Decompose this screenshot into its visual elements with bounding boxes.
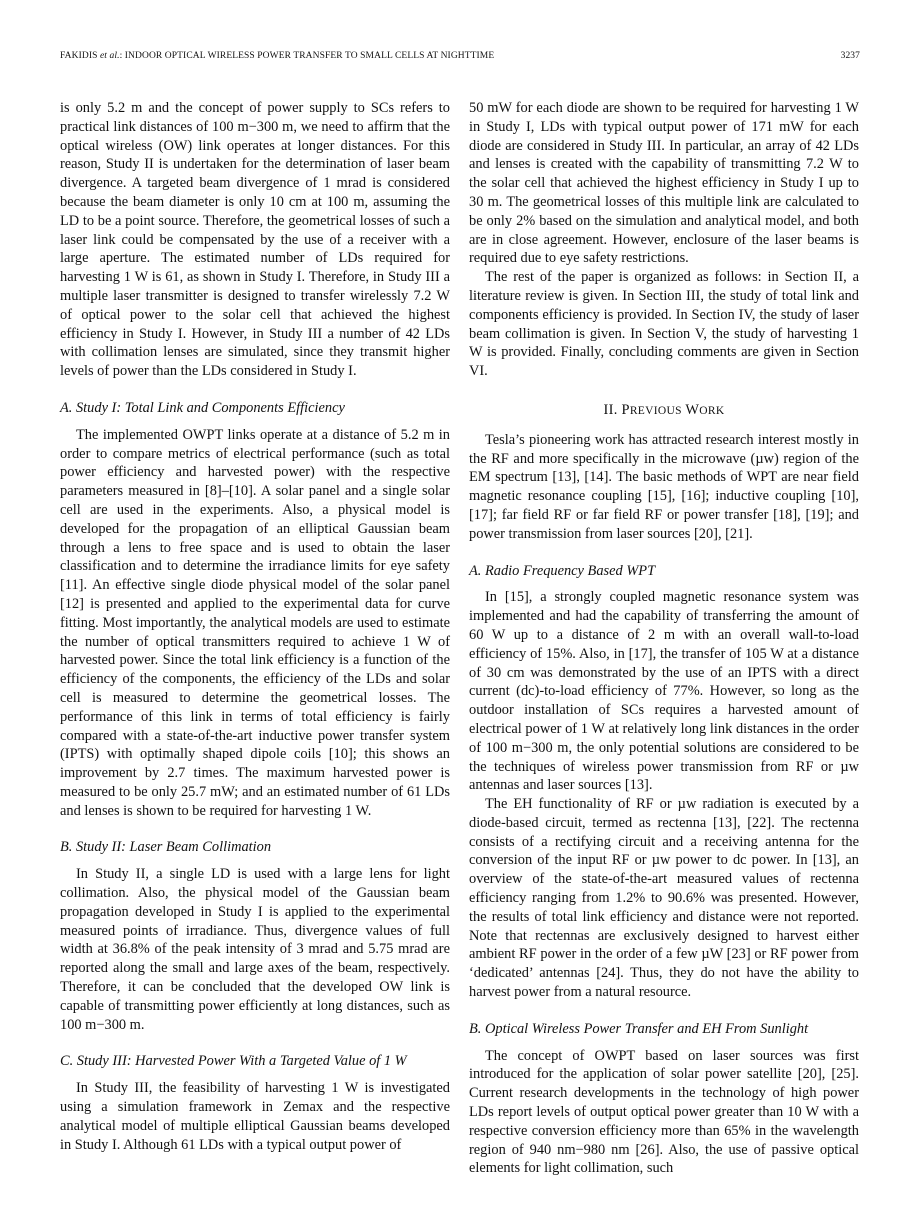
paper-organization-paragraph: The rest of the paper is organized as follows: in Section II, a literature review is given. In Section III, the study of total link and components efficiency is provided. In Section IV, the study of laser beam collimation is given. In Section V, the study of harvesting 1 W is provided. Finally, concluding comments are given in Section VI. bbox=[469, 269, 859, 380]
section-b-heading: B. Study II: Laser Beam Collimation bbox=[60, 839, 272, 856]
section-c-heading: C. Study III: Harvested Power With a Targeted Value of 1 W bbox=[60, 1053, 407, 1070]
subsection-a-paragraph-2: The EH functionality of RF or µw radiation is executed by a diode-based circuit, termed as rectenna [13], [22]. The rectenna consists of a rectifying circuit and a receiving antenna for the conversion of the input RF or µw power to dc power. In [13], an overview of the state-of-the-art measured values of rectenna efficiency ranging from 1.2% to 90.6% was presented. However, the results of total link efficiency and distance were not reported. Note that rectennas are exclusively designed to harvest either ambient RF power in the order of a few µW [23] or RF power from ‘dedicated’ antennas [24]. Thus, they do not have the ability to harvest power from a natural resource. bbox=[469, 796, 859, 1001]
section-b-paragraph: In Study II, a single LD is used with a large lens for light collimation. Also, the physical model of the Gaussian beam propagation developed in Study I is applied to the experimental measured points of irradiance. Thus, divergence values of full width at 36.8% of the peak intensity of 3 mrad and 5.75 mrad are reported along the small and large axes of the beam, respectively. Therefore, it can be concluded that the developed OW link is capable of transmitting power efficiently at long distances, such as 100 m−300 m. bbox=[60, 866, 450, 1033]
page-number: 3237 bbox=[840, 51, 860, 61]
subsection-b-heading: B. Optical Wireless Power Transfer and EH From Sunlight bbox=[469, 1020, 809, 1037]
section-c-paragraph: In Study III, the feasibility of harvesting 1 W is investigated using a simulation framework in Zemax and the respective analytical model of multiple elliptical Gaussian beams developed in Study I. Although 61 LDs with a typical output power of bbox=[60, 1080, 450, 1153]
section-ii-paragraph: Tesla’s pioneering work has attracted research interest mostly in the RF and more specifically in the microwave (µw) region of the EM spectrum [13], [14]. The basic methods of WPT are near field magnetic resonance coupling [15], [16]; inductive coupling [10], [17]; far field RF or far field RF or power transfer [18], [19]; and power transmission from laser sources [20], [21]. bbox=[469, 431, 859, 542]
right-column bbox=[469, 99, 859, 1178]
section-a-paragraph: The implemented OWPT links operate at a distance of 5.2 m in order to compare metrics of electrical performance (such as total power efficiency and harvested power) with the respective parameters measured in [8]–[10]. A solar panel and a single solar cell are used in the experiments. Also, a physical model is developed for the propagation of an elliptical Gaussian beam through a lens to free space and is used to obtain the laser classification and to determine the irradiance limits for eye safety [11]. An effective single diode physical model of the solar panel [12] is presented and applied to the experimental data for curve fitting. Most importantly, the analytical models are used to estimate the number of optical transmitters required to achieve 1 W of harvested power. Since the total link efficiency is a function of the efficiency of the components, the efficiency of the LDs and solar cell is measured to determine the geometrical losses. The performance of this link in terms of total efficiency is fairly compared with a state-of-the-art inductive power transfer system (IPTS) with optimally shaped dipole coils [10]; this shows an improvement by 2.7 times. The maximum harvested power is measured to be only 25.7 mW; and an estimated number of 61 LDs and lenses is shown to be required for harvesting 1 W. bbox=[60, 426, 450, 819]
intro-continuation-paragraph: is only 5.2 m and the concept of power supply to SCs refers to practical link distances of 100 m−300 m, we need to affirm that the optical wireless (OW) link operates at longer distances. For this reason, Study II is undertaken for the determination of laser beam divergence. A targeted beam divergence of 1 mrad is considered because the beam diameter is only 10 cm at 100 m, assuming the LD to be a point source. Therefore, the geometrical losses of such a laser link could be compensated by the use of a receiver with a large aperture. The estimated number of LDs required for harvesting 1 W is 61, as shown in Study I. Therefore, in Study III a multiple laser transmitter is designed to transfer wirelessly 7.2 W of optical power to the solar cell that achieved the highest efficiency in Study I. However, in Study III a number of 42 LDs with collimation lenses are simulated, since they transmit higher levels of power than the LDs considered in Study I. bbox=[60, 100, 450, 380]
running-head-title: FAKIDIS et al.: INDOOR OPTICAL WIRELESS POWER TRANSFER TO SMALL CELLS AT NIGHTTIME bbox=[60, 51, 495, 61]
section-ii-heading: II. PREVIOUS WORK bbox=[603, 401, 725, 418]
section-a-heading: A. Study I: Total Link and Components Efficiency bbox=[60, 399, 345, 416]
left-column bbox=[60, 99, 450, 1154]
subsection-b-paragraph: The concept of OWPT based on laser sources was first introduced for the application of solar power satellite [20], [25]. Current research developments in the technology of high power LDs report levels of output optical power greater than 10 W with a respective conversion efficiency more than 65% in the wavelength region of 940 nm−980 nm [26]. Also, the use of passive optical elements for light collimation, such bbox=[469, 1047, 859, 1177]
subsection-a-paragraph-1: In [15], a strongly coupled magnetic resonance system was implemented and had the capability of transferring the amount of 60 W up to a distance of 2 m with an overall wall-to-load efficiency of 15%. Also, in [17], the transfer of 105 W at a distance of 30 cm was demonstrated by the use of an IPTS with a direct current (dc)-to-load efficiency of 77%. However, so long as the outdoor installation of SCs requires a harvested amount of electrical power of 1 W at relatively long link distances in the order of 100 m−300 m, the only potential solutions are considered to be the techniques of wireless power transmission from RF or µw antennas and laser sources [13]. bbox=[469, 589, 859, 794]
study-iii-continuation-paragraph: 50 mW for each diode are shown to be required for harvesting 1 W in Study I, LDs with typical output power of 171 mW for each diode are considered in Study III. In particular, an array of 42 LDs and lenses is created with the capability of transmitting 7.2 W to the solar cell that achieved the highest efficiency in Study I up to 30 m. The geometrical losses of this multiple link are calculated to be only 2% based on the simulation and analytical model, and both are in close agreement. However, enclosure of the laser beams is required due to eye safety restrictions. bbox=[469, 100, 859, 267]
subsection-a-heading: A. Radio Frequency Based WPT bbox=[469, 562, 656, 579]
